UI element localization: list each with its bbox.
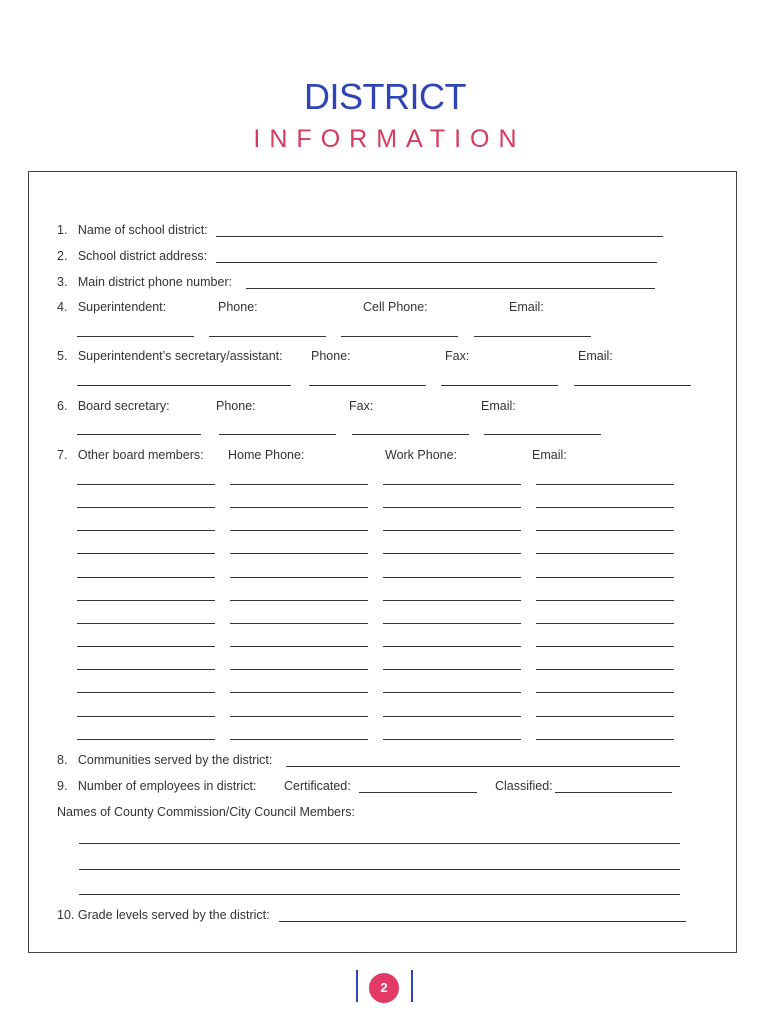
secretary-assistant-label: 5. Superintendent’s secretary/assistant: <box>57 349 283 363</box>
member-home-phone-field[interactable] <box>230 553 368 554</box>
superintendent-phone-label: Phone: <box>218 300 258 314</box>
superintendent-phone-field[interactable] <box>209 336 326 337</box>
member-work-phone-field[interactable] <box>383 577 521 578</box>
footer-bar-left <box>356 970 358 1002</box>
classified-field[interactable] <box>555 792 672 793</box>
member-work-phone-field[interactable] <box>383 739 521 740</box>
commission-member-line[interactable] <box>79 894 680 895</box>
board-secretary-email-label: Email: <box>481 399 516 413</box>
member-name-field[interactable] <box>77 623 215 624</box>
secretary-phone-label: Phone: <box>311 349 351 363</box>
page-subtitle: INFORMATION <box>253 125 526 153</box>
superintendent-cell-phone-label: Cell Phone: <box>363 300 428 314</box>
work-phone-label: Work Phone: <box>385 448 458 462</box>
superintendent-email-field[interactable] <box>474 336 591 337</box>
member-name-field[interactable] <box>77 507 215 508</box>
member-home-phone-field[interactable] <box>230 739 368 740</box>
grade-levels-label: 10. Grade levels served by the district: <box>57 908 270 922</box>
school-district-address-field[interactable] <box>216 262 657 263</box>
school-district-name-field[interactable] <box>216 236 663 237</box>
member-name-field[interactable] <box>77 716 215 717</box>
member-email-field[interactable] <box>536 692 674 693</box>
member-email-field[interactable] <box>536 716 674 717</box>
commission-member-line[interactable] <box>79 869 680 870</box>
board-secretary-fax-field[interactable] <box>352 434 469 435</box>
member-name-field[interactable] <box>77 692 215 693</box>
member-home-phone-field[interactable] <box>230 623 368 624</box>
member-email-field[interactable] <box>536 739 674 740</box>
member-home-phone-field[interactable] <box>230 577 368 578</box>
board-member-email-label: Email: <box>532 448 567 462</box>
member-home-phone-field[interactable] <box>230 530 368 531</box>
member-name-field[interactable] <box>77 553 215 554</box>
member-home-phone-field[interactable] <box>230 716 368 717</box>
superintendent-email-label: Email: <box>509 300 544 314</box>
member-work-phone-field[interactable] <box>383 530 521 531</box>
member-work-phone-field[interactable] <box>383 692 521 693</box>
superintendent-name-field[interactable] <box>77 336 194 337</box>
member-home-phone-field[interactable] <box>230 692 368 693</box>
member-email-field[interactable] <box>536 553 674 554</box>
board-secretary-phone-field[interactable] <box>219 434 336 435</box>
member-home-phone-field[interactable] <box>230 646 368 647</box>
member-name-field[interactable] <box>77 669 215 670</box>
home-phone-label: Home Phone: <box>228 448 305 462</box>
member-email-field[interactable] <box>536 507 674 508</box>
commission-members-label: Names of County Commission/City Council Members: <box>57 805 356 819</box>
member-work-phone-field[interactable] <box>383 553 521 554</box>
secretary-email-field[interactable] <box>574 385 691 386</box>
main-phone-field[interactable] <box>246 288 655 289</box>
communities-served-label: 8. Communities served by the district: <box>57 753 273 767</box>
other-board-members-label: 7. Other board members: <box>57 448 204 462</box>
footer-bar-right <box>411 970 413 1002</box>
secretary-fax-field[interactable] <box>441 385 558 386</box>
page-title: DISTRICT <box>304 76 466 117</box>
board-secretary-label: 6. Board secretary: <box>57 399 170 413</box>
member-name-field[interactable] <box>77 484 215 485</box>
member-email-field[interactable] <box>536 623 674 624</box>
secretary-name-field[interactable] <box>77 385 291 386</box>
member-work-phone-field[interactable] <box>383 600 521 601</box>
member-email-field[interactable] <box>536 484 674 485</box>
member-work-phone-field[interactable] <box>383 716 521 717</box>
secretary-email-label: Email: <box>578 349 613 363</box>
superintendent-cell-phone-field[interactable] <box>341 336 458 337</box>
member-email-field[interactable] <box>536 530 674 531</box>
member-email-field[interactable] <box>536 577 674 578</box>
member-work-phone-field[interactable] <box>383 669 521 670</box>
member-home-phone-field[interactable] <box>230 600 368 601</box>
member-name-field[interactable] <box>77 739 215 740</box>
board-secretary-email-field[interactable] <box>484 434 601 435</box>
certificated-label: Certificated: <box>284 779 351 793</box>
member-home-phone-field[interactable] <box>230 669 368 670</box>
commission-member-line[interactable] <box>79 843 680 844</box>
member-home-phone-field[interactable] <box>230 484 368 485</box>
member-name-field[interactable] <box>77 646 215 647</box>
member-email-field[interactable] <box>536 669 674 670</box>
school-district-address-label: 2. School district address: <box>57 249 208 263</box>
member-work-phone-field[interactable] <box>383 646 521 647</box>
member-work-phone-field[interactable] <box>383 623 521 624</box>
member-name-field[interactable] <box>77 530 215 531</box>
secretary-fax-label: Fax: <box>445 349 470 363</box>
certificated-field[interactable] <box>359 792 477 793</box>
main-phone-label: 3. Main district phone number: <box>57 275 233 289</box>
school-district-name-label: 1. Name of school district: <box>57 223 208 237</box>
member-work-phone-field[interactable] <box>383 507 521 508</box>
member-home-phone-field[interactable] <box>230 507 368 508</box>
page-number-badge: 2 <box>369 973 399 1003</box>
member-email-field[interactable] <box>536 646 674 647</box>
classified-label: Classified: <box>495 779 553 793</box>
board-secretary-phone-label: Phone: <box>216 399 256 413</box>
board-secretary-name-field[interactable] <box>77 434 201 435</box>
member-name-field[interactable] <box>77 577 215 578</box>
member-work-phone-field[interactable] <box>383 484 521 485</box>
member-email-field[interactable] <box>536 600 674 601</box>
member-name-field[interactable] <box>77 600 215 601</box>
board-secretary-fax-label: Fax: <box>349 399 374 413</box>
communities-served-field[interactable] <box>286 766 680 767</box>
grade-levels-field[interactable] <box>279 921 686 922</box>
superintendent-label: 4. Superintendent: <box>57 300 167 314</box>
secretary-phone-field[interactable] <box>309 385 426 386</box>
number-of-employees-label: 9. Number of employees in district: <box>57 779 257 793</box>
